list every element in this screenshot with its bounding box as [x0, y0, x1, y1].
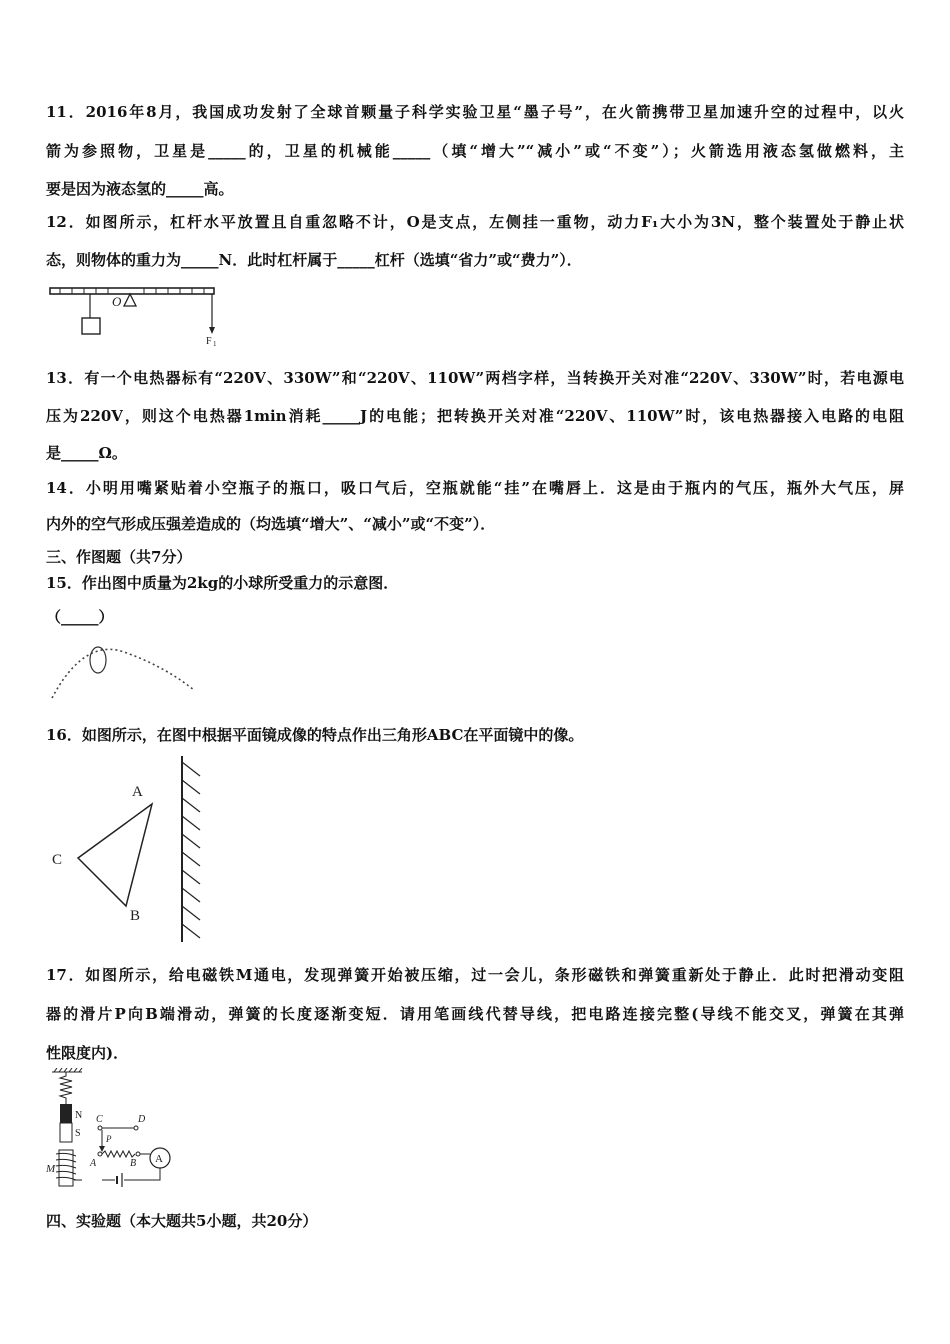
trajectory-dotted-path: [52, 649, 194, 698]
slider-p-tip: [99, 1146, 105, 1152]
terminal-b: [136, 1152, 140, 1156]
q11-line-1: 11．2016年8月，我国成功发射了全球首颗量子科学实验卫星“墨子号”，在火箭携带卫星加速升空的过程中，以火: [46, 103, 904, 121]
electromagnet-label-m: M: [46, 1163, 56, 1175]
ceiling-support: [52, 1068, 82, 1072]
q12-line-2: 态，则物体的重力为_____N．此时杠杆属于_____杠杆（选填“省力”或“费力”）．: [46, 251, 582, 269]
bar-magnet-s: [60, 1123, 72, 1142]
terminal-label-d: D: [138, 1114, 146, 1125]
electromagnet-circuit-figure: [44, 1068, 194, 1196]
section-4-heading: 四、实验题（本大题共5小题，共20分）: [46, 1212, 318, 1230]
ball: [90, 647, 106, 673]
magnet-label-n: N: [75, 1110, 83, 1121]
vertex-label-c: C: [52, 852, 63, 868]
magnet-label-s: S: [75, 1128, 81, 1139]
q13-line-3: 是_____Ω。: [46, 444, 127, 462]
lever-figure: [44, 282, 224, 348]
terminal-label-b: B: [130, 1158, 137, 1169]
q15-line-2: （_____）: [46, 608, 114, 626]
vertex-label-b: B: [130, 908, 141, 924]
mirror-hatching: [182, 762, 200, 938]
hanging-weight: [82, 318, 100, 334]
section-3-heading: 三、作图题（共7分）: [46, 548, 192, 566]
bar-magnet-n: [60, 1104, 72, 1123]
spring: [60, 1072, 72, 1104]
fulcrum-label-o: O: [112, 294, 122, 309]
q13-line-1: 13．有一个电热器标有“220V、330W”和“220V、110W”两档字样，当转换开关对准“220V、330W”时，若电源电: [46, 369, 904, 387]
triangle-abc: [78, 804, 152, 906]
slider-label-p: P: [106, 1134, 112, 1144]
q14-line-2: 内外的空气形成压强差造成的（均选填“增大”、“减小”或“不变”）．: [46, 515, 496, 533]
q11-line-3: 要是因为液态氢的_____高。: [46, 180, 234, 198]
ball-trajectory-figure: [44, 638, 204, 704]
q17-line-2: 器的滑片P向B端滑动，弹簧的长度逐渐变短．请用笔画线代替导线，把电路连接完整(导线不能交叉，弹簧在其弹: [46, 1005, 904, 1023]
terminal-a: [98, 1152, 102, 1156]
lever-bar: [50, 288, 214, 294]
q17-line-1: 17．如图所示，给电磁铁M通电，发现弹簧开始被压缩，过一会儿，条形磁铁和弹簧重新处于静止．此时把滑动变阻: [46, 966, 904, 984]
mirror-triangle-figure: [44, 754, 214, 950]
vertex-label-a: A: [132, 784, 143, 800]
terminal-d: [134, 1126, 138, 1130]
q11-line-2: 箭为参照物，卫星是_____的，卫星的机械能_____（填“增大”“减小”或“不变”）；火箭选用液态氢做燃料，主: [46, 142, 904, 160]
terminal-c: [98, 1126, 102, 1130]
electromagnet-core: [59, 1150, 73, 1186]
q13-line-2: 压为220V，则这个电热器1min消耗_____J的电能；把转换开关对准“220V、110W”时，该电热器接入电路的电阻: [46, 407, 904, 425]
force-arrow-head: [209, 327, 215, 334]
q12-line-1: 12．如图所示，杠杆水平放置且自重忽略不计，O是支点，左侧挂一重物，动力F₁大小为3N，整个装置处于静止状: [46, 213, 904, 231]
terminal-label-a: A: [90, 1158, 97, 1169]
q16-line-1: 16．如图所示，在图中根据平面镜成像的特点作出三角形ABC在平面镜中的像。: [46, 726, 584, 744]
q15-line-1: 15．作出图中质量为2kg的小球所受重力的示意图．: [46, 574, 399, 592]
fulcrum: [124, 294, 136, 306]
wire-meter-to-battery: [124, 1168, 160, 1180]
force-label-f: F: [206, 336, 212, 347]
rheostat-coil: [102, 1151, 135, 1157]
q14-line-1: 14．小明用嘴紧贴着小空瓶子的瓶口，吸口气后，空瓶就能“挂”在嘴唇上．这是由于瓶内的气压，瓶外大气压，屏: [46, 479, 904, 497]
ammeter-label: A: [155, 1153, 163, 1165]
force-label-sub: 1: [213, 340, 217, 348]
terminal-label-c: C: [96, 1114, 103, 1125]
q17-line-3: 性限度内)．: [46, 1044, 129, 1062]
